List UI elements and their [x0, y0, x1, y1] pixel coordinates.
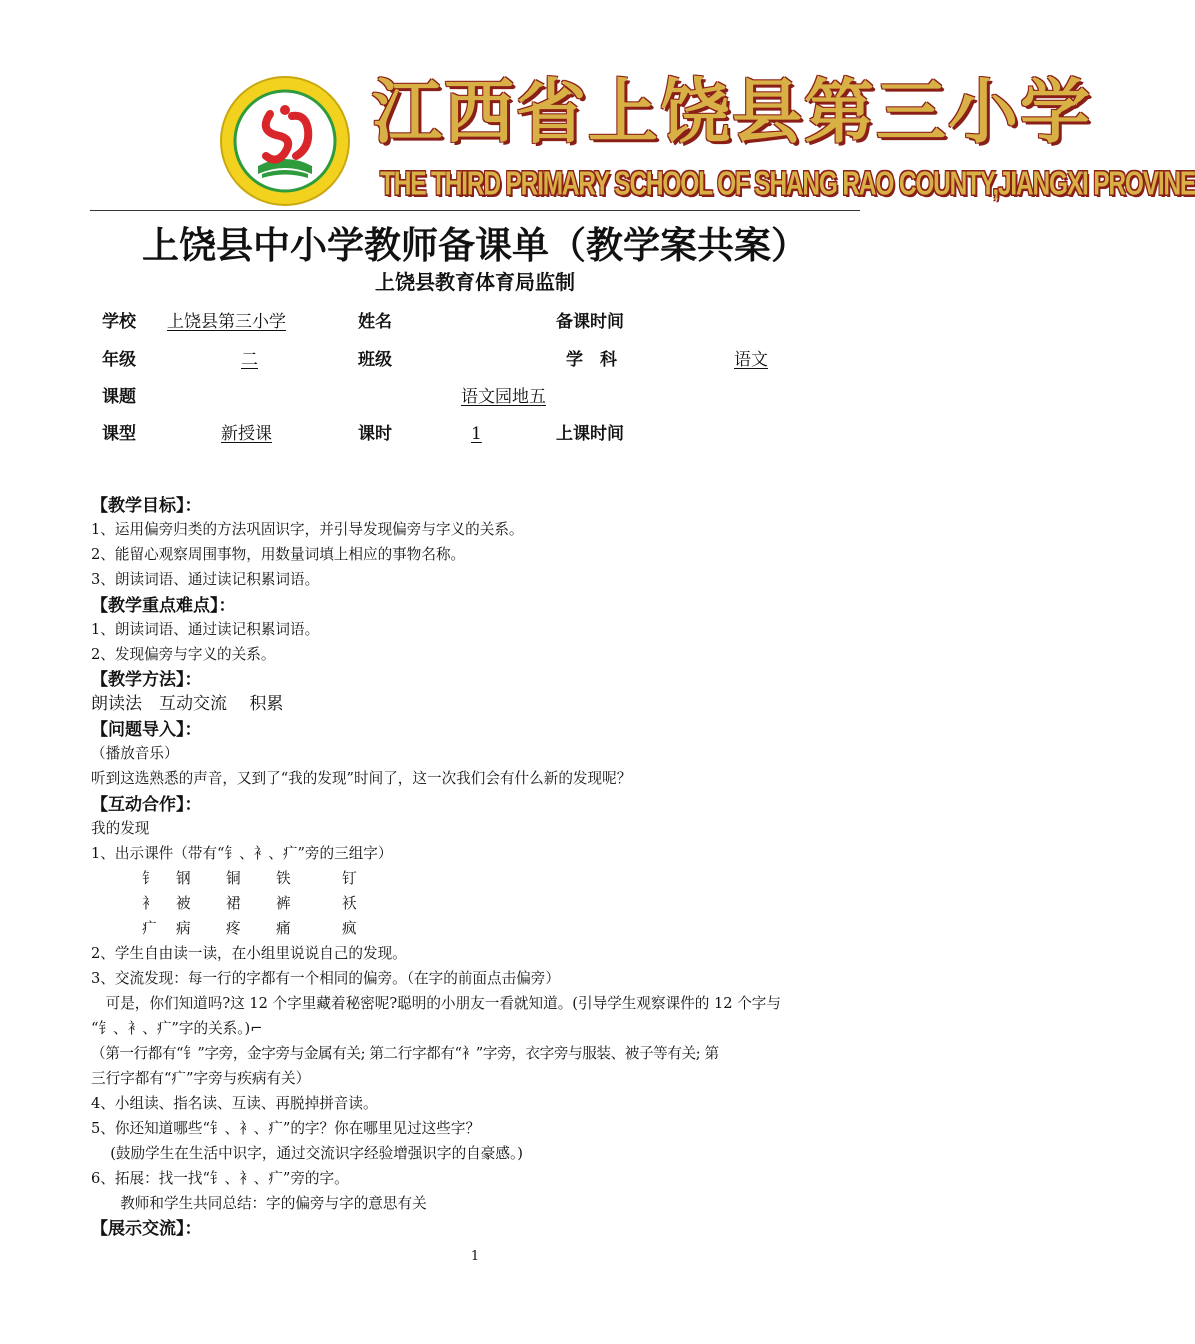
section-heading-methods: 【教学方法】： [91, 670, 202, 690]
methods-text: 朗读法 互动交流 积累 [91, 694, 284, 714]
radical-char: 疒 [142, 920, 157, 937]
intro-line: （播放音乐） [91, 745, 179, 762]
cooperation-line: 教师和学生共同总结：字的偏旁与字的意思有关 [91, 1195, 427, 1212]
page-number: 1 [470, 1249, 480, 1264]
cooperation-line: 6、拓展：找一找“钅、衤、疒”旁的字。 [91, 1170, 349, 1187]
keypoint-item: 2、发现偏旁与字义的关系。 [91, 646, 276, 663]
section-heading-intro: 【问题导入】： [91, 720, 202, 740]
cooperation-line: 3、交流发现：每一行的字都有一个相同的偏旁。（在字的前面点击偏旁） [91, 970, 560, 987]
table-char: 裙 [226, 895, 241, 912]
subject-value: 语文 [734, 350, 768, 370]
table-char: 被 [176, 895, 191, 912]
grade-value: 二 [241, 350, 258, 370]
school-label: 学校 [102, 312, 136, 332]
section-heading-keypoints: 【教学重点难点】： [91, 596, 236, 616]
lesson-type-value: 新授课 [221, 424, 272, 444]
intro-line: 听到这选熟悉的声音，又到了“我的发现”时间了，这一次我们会有什么新的发现呢？ [91, 770, 632, 787]
lesson-type-label: 课型 [102, 424, 136, 444]
section-heading-show: 【展示交流】： [91, 1219, 202, 1239]
goal-item: 1、运用偏旁归类的方法巩固识字，并引导发现偏旁与字义的关系。 [91, 521, 524, 538]
cooperation-line: (鼓励学生在生活中识字，通过交流识字经验增强识字的自豪感。) [91, 1145, 523, 1162]
cooperation-line: 2、学生自由读一读，在小组里说说自己的发现。 [91, 945, 407, 962]
class-label: 班级 [358, 350, 392, 370]
subject-label: 学 科 [566, 350, 617, 370]
table-char: 钉 [342, 870, 357, 887]
radical-char: 钅 [142, 870, 157, 887]
cooperation-line: 5、你还知道哪些“钅、衤、疒”的字？你在哪里见过这些字？ [91, 1120, 481, 1137]
cooperation-line: 可是，你们知道吗?这 12 个字里藏着秘密呢?聪明的小朋友一看就知道。(引导学生观察课件的 12 个字与 [91, 995, 781, 1012]
keypoint-item: 1、朗读词语、通过读记积累词语。 [91, 621, 320, 638]
table-char: 裤 [276, 895, 291, 912]
document-title: 上饶县中小学教师备课单（教学案共案） [142, 224, 808, 267]
table-char: 袄 [342, 895, 357, 912]
table-char: 铁 [276, 870, 291, 887]
section-heading-goals: 【教学目标】： [91, 496, 202, 516]
grade-label: 年级 [102, 350, 136, 370]
table-char: 疼 [226, 920, 241, 937]
class-time-label: 上课时间 [556, 424, 624, 444]
radical-char: 衤 [142, 895, 157, 912]
document-subtitle: 上饶县教育体育局监制 [375, 270, 575, 294]
table-char: 疯 [342, 920, 357, 937]
cooperation-line: “钅、衤、疒”字的关系。)⌐ [91, 1020, 263, 1037]
school-logo-emblem [218, 74, 352, 208]
goal-item: 3、朗读词语、通过读记积累词语。 [91, 571, 320, 588]
period-label: 课时 [358, 424, 392, 444]
period-value: 1 [471, 424, 482, 444]
topic-label: 课题 [102, 387, 136, 407]
cooperation-line: 我的发现 [91, 820, 150, 837]
section-heading-cooperation: 【互动合作】： [91, 795, 202, 815]
school-value: 上饶县第三小学 [167, 312, 286, 332]
cooperation-line: 4、小组读、指名读、互读、再脱掉拼音读。 [91, 1095, 378, 1112]
cooperation-line: 1、出示课件（带有“钅、衤、疒”旁的三组字） [91, 845, 393, 862]
school-banner-chinese: 江西省上饶县第三小学 [372, 70, 1092, 153]
name-label: 姓名 [358, 312, 392, 332]
topic-value: 语文园地五 [461, 387, 546, 407]
table-char: 铜 [226, 870, 241, 887]
table-char: 病 [176, 920, 191, 937]
cooperation-line: 三行字都有“疒”字旁与疾病有关） [91, 1070, 311, 1087]
table-char: 钢 [176, 870, 191, 887]
prep-time-label: 备课时间 [556, 312, 624, 332]
goal-item: 2、能留心观察周围事物，用数量词填上相应的事物名称。 [91, 546, 466, 563]
header-divider [90, 210, 860, 211]
school-banner-english: THE THIRD PRIMARY SCHOOL OF SHANG RAO COUNTY,JIANGXI PROVINE [380, 166, 1195, 203]
table-char: 痛 [276, 920, 291, 937]
cooperation-line: （第一行都有“钅”字旁，金字旁与金属有关; 第二行字都有“衤”字旁，衣字旁与服装、被子等有关; 第 [91, 1045, 719, 1062]
